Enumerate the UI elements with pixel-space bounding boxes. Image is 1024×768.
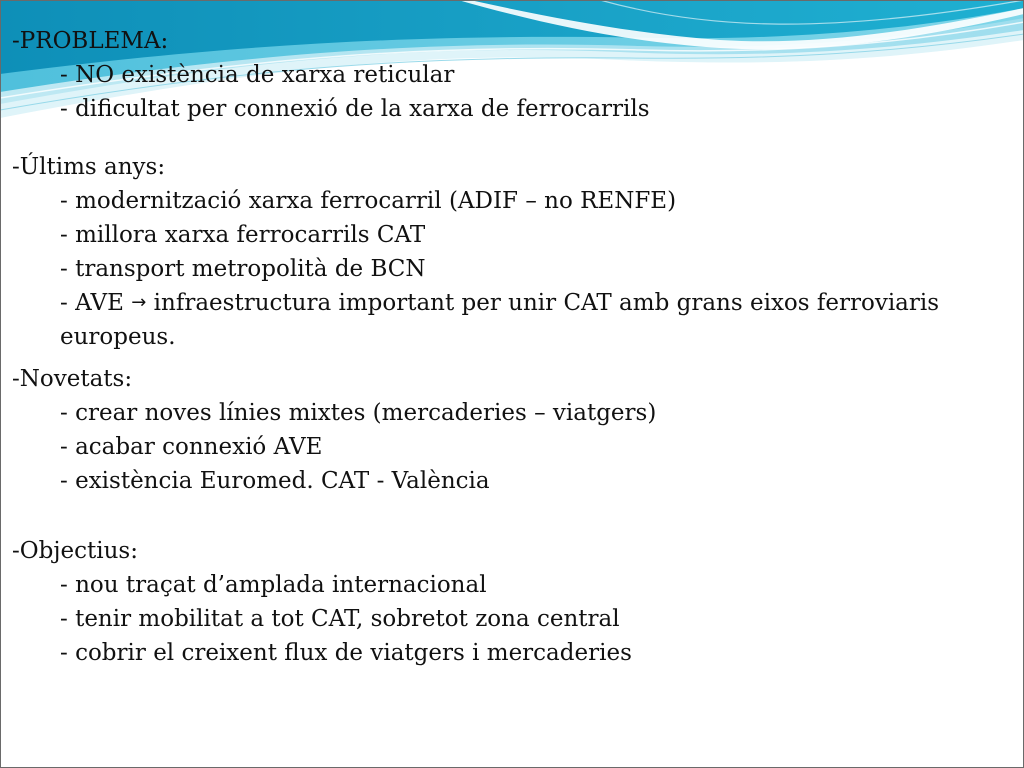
section-title-problema: -PROBLEMA: <box>12 28 169 54</box>
bullet-item: - nou traçat d’amplada internacional <box>60 572 487 598</box>
bullet-item: - dificultat per connexió de la xarxa de ferrocarrils <box>60 96 650 122</box>
arrow-right-icon: → <box>131 292 147 313</box>
ave-prefix: - AVE <box>60 290 132 316</box>
bullet-item: - crear noves línies mixtes (mercaderies – viatgers) <box>60 400 657 426</box>
bullet-item: - modernització xarxa ferrocarril (ADIF – no RENFE) <box>60 188 677 214</box>
bullet-item: - existència Euromed. CAT - València <box>60 468 490 494</box>
bullet-item: - cobrir el creixent flux de viatgers i mercaderies <box>60 640 632 666</box>
bullet-item: - millora xarxa ferrocarrils CAT <box>60 222 426 248</box>
section-title-novetats: -Novetats: <box>12 366 133 392</box>
bullet-item: - acabar connexió AVE <box>60 434 323 460</box>
section-title-ultims-anys: -Últims anys: <box>12 154 166 180</box>
bullet-item: - transport metropolità de BCN <box>60 256 426 282</box>
section-ultims-anys <box>12 150 1012 354</box>
section-novetats <box>12 362 1012 498</box>
section-problema <box>12 24 1012 126</box>
section-title-objectius: -Objectius: <box>12 538 138 564</box>
section-objectius <box>12 534 1012 670</box>
bullet-item-ave <box>12 286 990 354</box>
bullet-item: - tenir mobilitat a tot CAT, sobretot zona central <box>60 606 620 632</box>
bullet-item: - NO existència de xarxa reticular <box>60 62 455 88</box>
slide-content <box>12 24 1012 670</box>
ave-suffix: infraestructura important per unir CAT amb grans eixos ferroviaris europeus. <box>60 290 940 350</box>
